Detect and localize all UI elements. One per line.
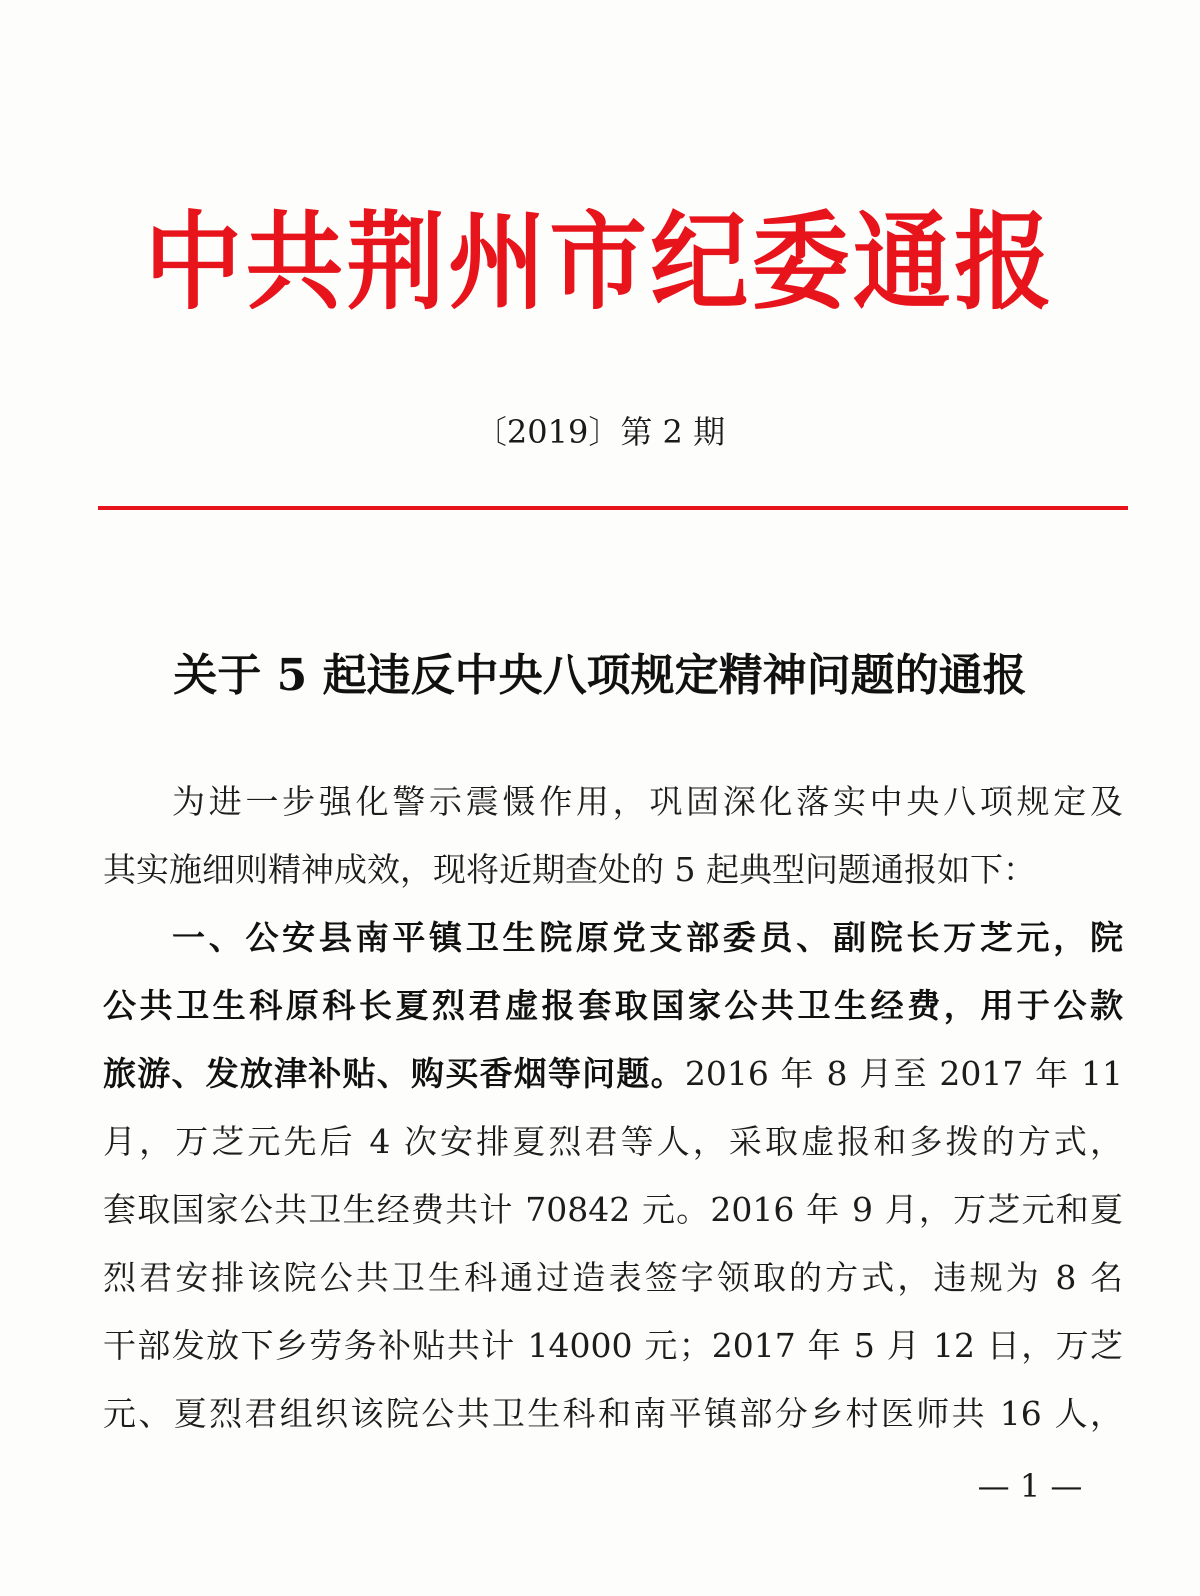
body-line-5 xyxy=(103,1040,1123,1108)
body-line-9: 干部发放下乡劳务补贴共计 14000 元；2017 年 5 月 12 日，万芝 xyxy=(103,1326,1123,1365)
body-line-5-bold: 旅游、发放津补贴、购买香烟等问题。 xyxy=(103,1054,685,1093)
body-line-3: 一、公安县南平镇卫生院原党支部委员、副院长万芝元，院 xyxy=(172,918,1123,957)
issue-number: 〔2019〕第 2 期 xyxy=(474,413,726,451)
document-masthead: 中共荆州市纪委通报 xyxy=(144,201,1056,324)
body-line-4: 公共卫生科原科长夏烈君虚报套取国家公共卫生经费，用于公款 xyxy=(103,986,1123,1025)
red-divider-line xyxy=(98,506,1128,510)
body-line-1: 为进一步强化警示震慑作用，巩固深化落实中央八项规定及 xyxy=(172,782,1123,821)
body-line-10: 元、夏烈君组织该院公共卫生科和南平镇部分乡村医师共 16 人， xyxy=(103,1394,1123,1433)
body-line-2: 其实施细则精神成效，现将近期查处的 5 起典型问题通报如下： xyxy=(103,850,1036,889)
body-line-7: 套取国家公共卫生经费共计 70842 元。2016 年 9 月，万芝元和夏 xyxy=(103,1190,1123,1229)
body-line-5-rest: 2016 年 8 月至 2017 年 11 xyxy=(684,1054,1124,1093)
page-number: — 1 — xyxy=(977,1467,1083,1505)
body-line-8: 烈君安排该院公共卫生科通过造表签字领取的方式，违规为 8 名 xyxy=(103,1258,1123,1297)
notice-title: 关于 5 起违反中央八项规定精神问题的通报 xyxy=(173,650,1027,701)
body-line-6: 月，万芝元先后 4 次安排夏烈君等人，采取虚报和多拨的方式， xyxy=(103,1122,1123,1161)
